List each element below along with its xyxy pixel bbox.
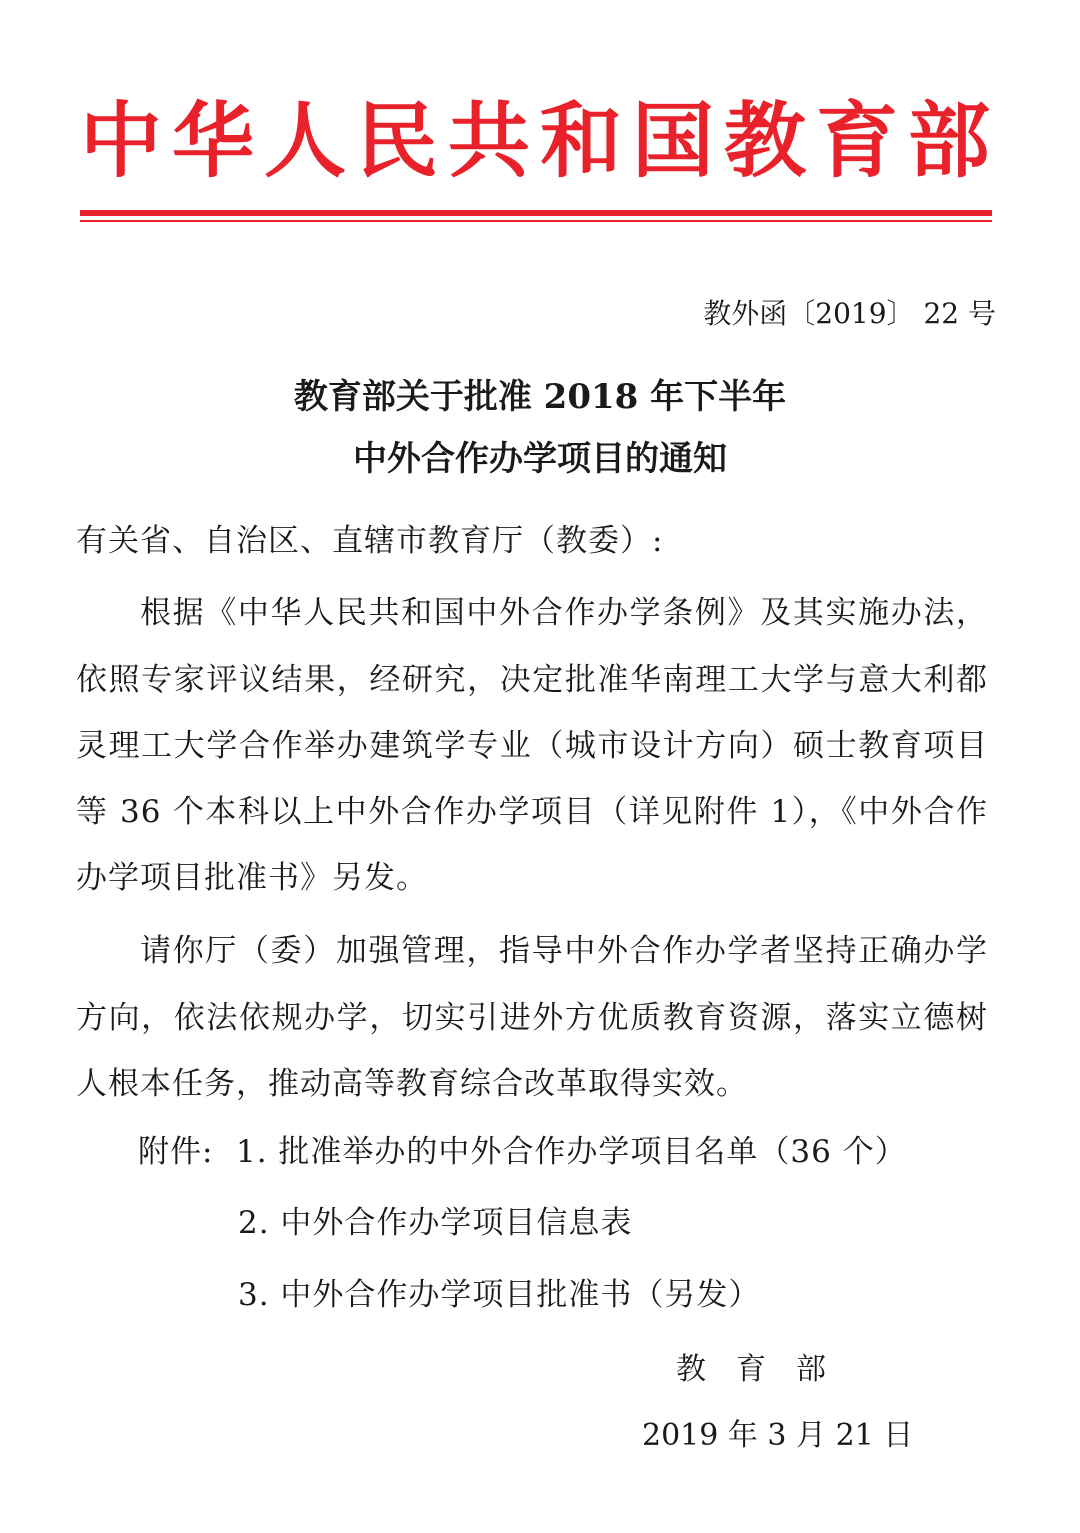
issue-date: 2019 年 3 月 21 日 (642, 1418, 914, 1453)
document-number: 教外函〔2019〕 22 号 (703, 297, 996, 330)
letterhead-rule-thin (80, 220, 992, 222)
paragraph-1-line: 灵理工大学合作举办建筑学专业（城市设计方向）硕士教育项目 (76, 728, 988, 764)
paragraph-1-line: 依照专家评议结果，经研究，决定批准华南理工大学与意大利都 (76, 662, 988, 698)
attachment-item: 1. 批准举办的中外合作办学项目名单（36 个） (236, 1134, 907, 1170)
issuer-signature: 教 育 部 (676, 1352, 826, 1387)
paragraph-1-line: 根据《中华人民共和国中外合作办学条例》及其实施办法， (140, 595, 988, 631)
document-title-line-1: 教育部关于批准 2018 年下半年 (293, 377, 787, 417)
salutation: 有关省、自治区、直辖市教育厅（教委）: (76, 523, 664, 559)
attachments-label: 附件: (138, 1134, 214, 1170)
paragraph-2-line: 人根本任务，推动高等教育综合改革取得实效。 (76, 1066, 748, 1102)
letterhead-rule-thick (80, 210, 992, 216)
document-title-line-2: 中外合作办学项目的通知 (353, 439, 727, 479)
paragraph-1-line: 办学项目批准书》另发。 (76, 860, 428, 896)
attachment-item: 3. 中外合作办学项目批准书（另发） (238, 1277, 761, 1313)
paragraph-2-line: 请你厅（委）加强管理，指导中外合作办学者坚持正确办学 (140, 933, 988, 969)
paragraph-1-line: 等 36 个本科以上中外合作办学项目（详见附件 1），《中外合作 (76, 794, 988, 830)
paragraph-2-line: 方向，依法依规办学，切实引进外方优质教育资源，落实立德树 (76, 1000, 988, 1036)
letterhead-org-name: 中华人民共和国教育部 (79, 94, 1000, 189)
attachment-item: 2. 中外合作办学项目信息表 (238, 1205, 633, 1241)
